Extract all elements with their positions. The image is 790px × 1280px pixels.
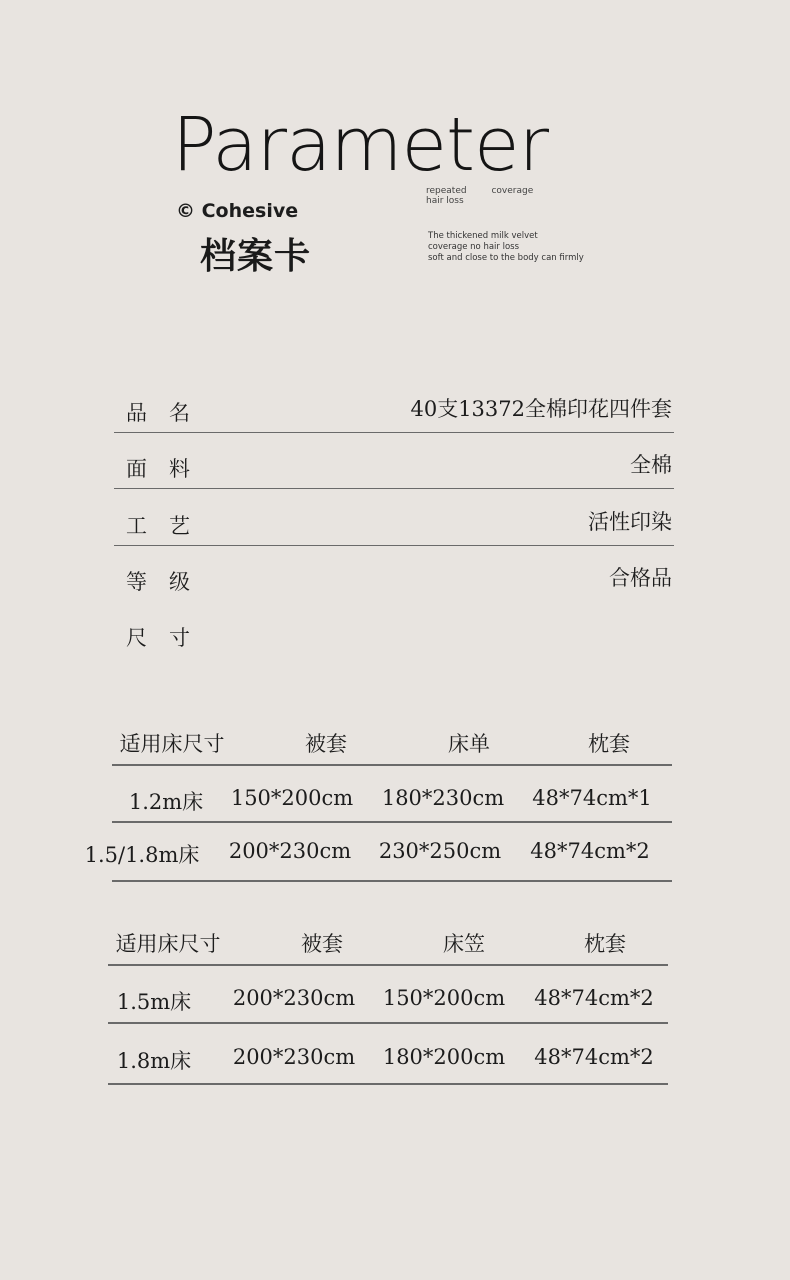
param-row-craft [114,490,674,546]
tag: hair loss [426,196,464,206]
divider [114,488,674,490]
divider [108,964,668,966]
param-label: 工艺 [126,514,212,538]
table-row [108,1045,668,1085]
table-cell: 48*74cm*2 [534,986,654,1010]
table-row [84,839,672,879]
tag-list [426,186,606,206]
param-label: 等级 [126,570,212,594]
param-value: 40支13372全棉印花四件套 [410,397,672,421]
header-cell: 床笠 [443,932,485,956]
table-header [108,916,668,972]
description [428,231,628,264]
description-line: soft and close to the body can firmly [428,253,584,263]
header-cell: 适用床尺寸 [115,932,221,956]
param-label: 面料 [126,457,212,481]
header-cell: 被套 [301,932,343,956]
param-value: 活性印染 [588,510,672,534]
divider [108,1022,668,1024]
description-line: The thickened milk velvet [428,231,538,241]
size-table-2 [108,916,668,1073]
divider [108,1083,668,1085]
param-row-size [114,602,674,658]
divider [112,821,672,823]
header-cell: 枕套 [588,732,630,756]
param-row-fabric [114,433,674,489]
table-cell: 48*74cm*2 [534,1045,654,1069]
table-cell: 1.8m床 [116,1049,192,1073]
header-cell: 适用床尺寸 [119,732,225,756]
param-row-grade [114,546,674,602]
divider [112,764,672,766]
table-cell: 1.2m床 [128,790,204,814]
param-label: 品名 [126,401,212,425]
param-row-name [114,377,674,433]
table-cell: 200*230cm [232,1045,356,1069]
table-cell: 200*230cm [228,839,352,863]
table-cell: 180*200cm [382,1045,506,1069]
table-cell: 1.5m床 [116,990,192,1014]
page-title: Parameter [172,102,548,188]
table-cell: 230*250cm [378,839,502,863]
table-header [112,716,672,772]
size-table-1 [84,716,672,867]
divider [112,880,672,882]
brand-name: © Cohesive [176,200,299,222]
tag: coverage [491,186,534,196]
description-line: coverage no hair loss [428,242,520,252]
chinese-title: 档案卡 [200,236,312,277]
header-cell: 枕套 [584,932,626,956]
table-cell: 150*200cm [230,786,354,810]
header-cell: 被套 [305,732,347,756]
header-cell: 床单 [448,732,490,756]
table-cell: 180*230cm [381,786,505,810]
table-cell: 1.5/1.8m床 [84,843,200,867]
param-value: 合格品 [609,566,672,590]
param-value: 全棉 [630,453,672,477]
table-cell: 150*200cm [382,986,506,1010]
table-row [108,986,668,1026]
table-row [112,786,672,826]
table-cell: 48*74cm*2 [530,839,650,863]
param-label: 尺寸 [126,626,212,650]
tag: repeated [426,186,467,196]
table-cell: 48*74cm*1 [532,786,652,810]
table-cell: 200*230cm [232,986,356,1010]
